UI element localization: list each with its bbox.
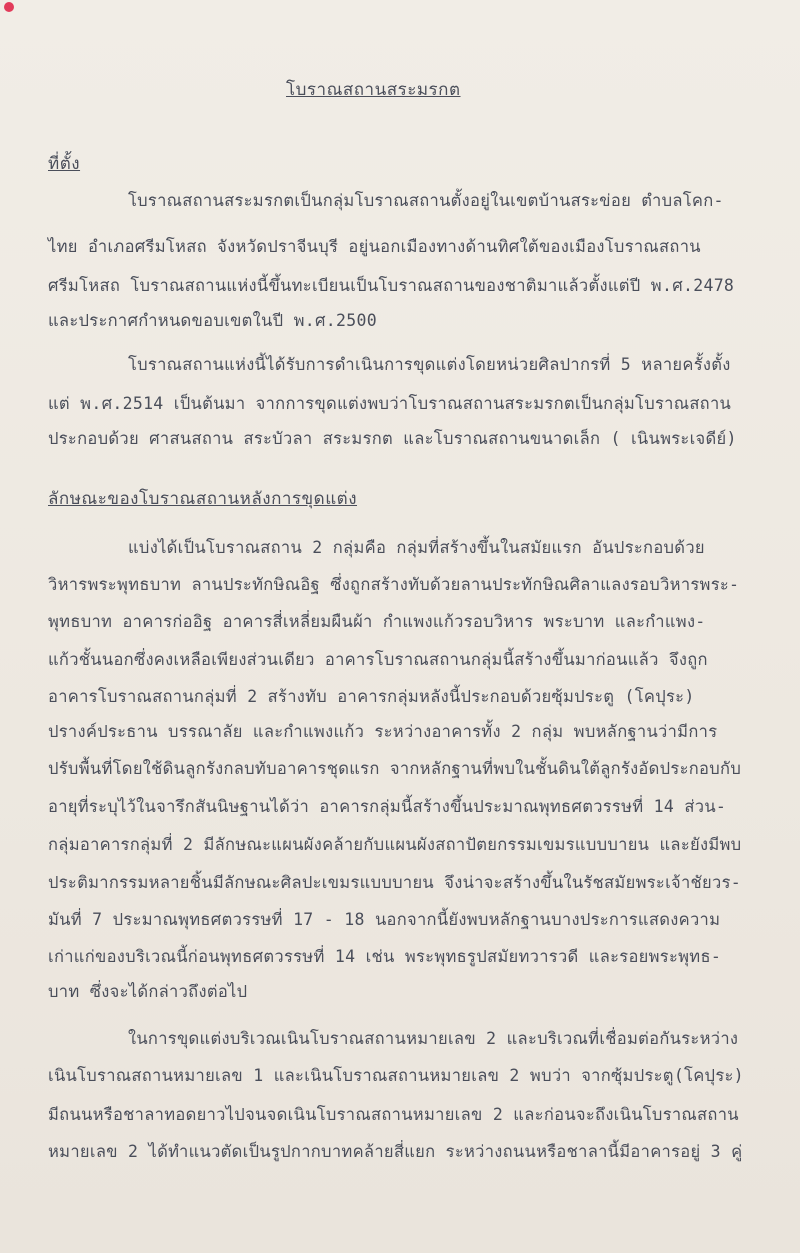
section-heading-location: ที่ตั้ง	[48, 154, 81, 174]
body-line: แก้วชั้นนอกซึ่งคงเหลือเพียงส่วนเดียว อาคารโบราณสถานกลุ่มนี้สร้างขึ้นมาก่อนแล้ว จึงถูก	[48, 650, 708, 669]
body-line: อายุที่ระบุไว้ในจารึกสันนิษฐานได้ว่า อาคารกลุ่มนี้สร้างขึ้นประมาณพุทธศตวรรษที่ 14 ส่วน-	[48, 797, 727, 816]
body-line: ไทย อำเภอศรีมโหสถ จังหวัดปราจีนบุรี อยู่นอกเมืองทางด้านทิศใต้ของเมืองโบราณสถาน	[48, 237, 701, 256]
punch-hole-mark	[4, 2, 14, 12]
body-line: กลุ่มอาคารกลุ่มที่ 2 มีลักษณะแผนผังคล้ายกับแผนผังสถาปัตยกรรมเขมรแบบบายน และยังมีพบ	[48, 835, 742, 854]
body-line: บาท ซึ่งจะได้กล่าวถึงต่อไป	[48, 982, 248, 1001]
body-line: แต่ พ.ศ.2514 เป็นต้นมา จากการขุดแต่งพบว่าโบราณสถานสระมรกตเป็นกลุ่มโบราณสถาน	[48, 394, 732, 413]
body-line: ปรับพื้นที่โดยใช้ดินลูกรังกลบทับอาคารชุดแรก จากหลักฐานที่พบในชั้นดินใต้ลูกรังอัดประกอบกับ	[48, 759, 742, 778]
body-line: มันที่ 7 ประมาณพุทธศตวรรษที่ 17 - 18 นอกจากนี้ยังพบหลักฐานบางประการแสดงความ	[48, 910, 721, 929]
body-line: ประติมากรรมหลายชิ้นมีลักษณะศิลปะเขมรแบบบายน จึงน่าจะสร้างขึ้นในรัชสมัยพระเจ้าชัยวร-	[48, 873, 741, 892]
body-line: อาคารโบราณสถานกลุ่มที่ 2 สร้างทับ อาคารกลุ่มหลังนี้ประกอบด้วยซุ้มประตู (โคปุระ)	[48, 687, 695, 706]
body-line: โบราณสถานสระมรกตเป็นกลุ่มโบราณสถานตั้งอยู่ในเขตบ้านสระข่อย ตำบลโคก-	[128, 191, 724, 210]
body-line: และประกาศกำหนดขอบเขตในปี พ.ศ.2500	[48, 311, 377, 330]
body-line: หมายเลข 2 ได้ทำแนวตัดเป็นรูปกากบาทคล้ายสี่แยก ระหว่างถนนหรือชาลานี้มีอาคารอยู่ 3 คู่	[48, 1142, 743, 1161]
section-heading-characteristics: ลักษณะของโบราณสถานหลังการขุดแต่ง	[48, 489, 358, 509]
body-line: แบ่งได้เป็นโบราณสถาน 2 กลุ่มคือ กลุ่มที่สร้างขึ้นในสมัยแรก อันประกอบด้วย	[128, 538, 705, 557]
body-line: ศรีมโหสถ โบราณสถานแห่งนี้ขึ้นทะเบียนเป็นโบราณสถานของชาติมาแล้วตั้งแต่ปี พ.ศ.2478	[48, 276, 735, 295]
body-line: เนินโบราณสถานหมายเลข 1 และเนินโบราณสถานหมายเลข 2 พบว่า จากซุ้มประตู(โคปุระ)	[48, 1066, 744, 1085]
body-line: วิหารพระพุทธบาท ลานประทักษิณอิฐ ซึ่งถูกสร้างทับด้วยลานประทักษิณศิลาแลงรอบวิหารพระ-	[48, 575, 740, 594]
body-line: ประกอบด้วย ศาสนสถาน สระบัวลา สระมรกต และโบราณสถานขนาดเล็ก ( เนินพระเจดีย์)	[48, 429, 737, 448]
body-line: โบราณสถานแห่งนี้ได้รับการดำเนินการขุดแต่งโดยหน่วยศิลปากรที่ 5 หลายครั้งตั้ง	[128, 355, 731, 374]
body-line: พุทธบาท อาคารก่ออิฐ อาคารสี่เหลี่ยมผืนผ้า กำแพงแก้วรอบวิหาร พระบาท และกำแพง-	[48, 612, 706, 631]
body-line: เก่าแก่ของบริเวณนี้ก่อนพุทธศตวรรษที่ 14 เช่น พระพุทธรูปสมัยทวารวดี และรอยพระพุทธ-	[48, 947, 722, 966]
body-line: ปรางค์ประธาน บรรณาลัย และกำแพงแก้ว ระหว่างอาคารทั้ง 2 กลุ่ม พบหลักฐานว่ามีการ	[48, 722, 718, 741]
body-line: มีถนนหรือชาลาทอดยาวไปจนจดเนินโบราณสถานหมายเลข 2 และก่อนจะถึงเนินโบราณสถาน	[48, 1105, 739, 1124]
body-line: ในการขุดแต่งบริเวณเนินโบราณสถานหมายเลข 2 และบริเวณที่เชื่อมต่อกันระหว่าง	[128, 1029, 739, 1048]
page-title: โบราณสถานสระมรกต	[286, 80, 461, 100]
